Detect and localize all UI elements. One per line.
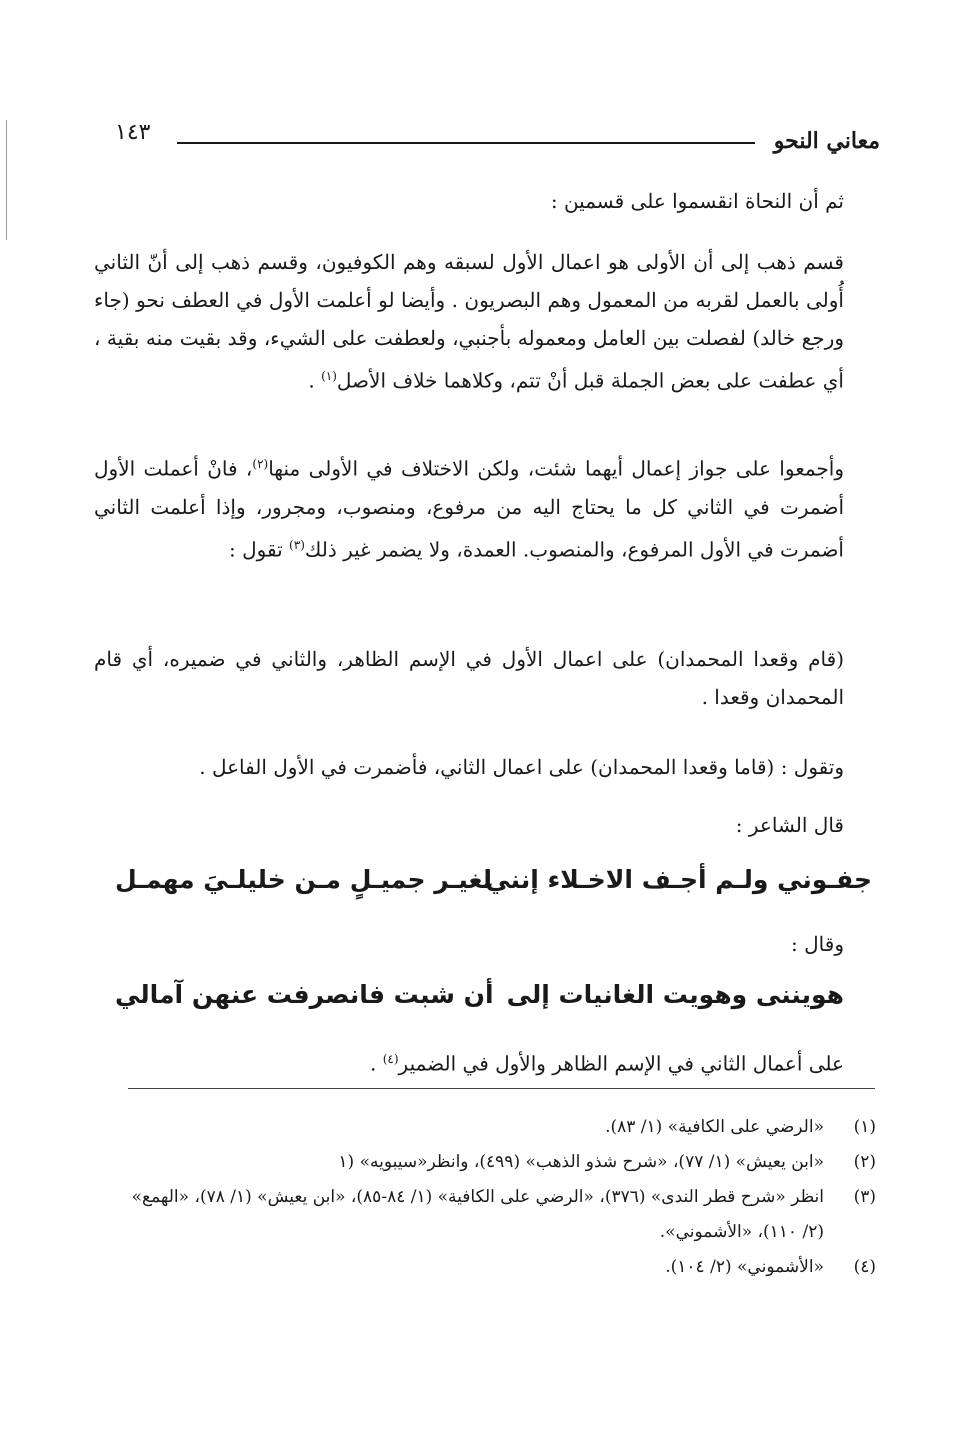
footnote-number: (٤) — [853, 1257, 876, 1277]
footnote-item — [116, 1110, 876, 1145]
footnote-text: «الرضي على الكافية» (١/ ٨٣). — [605, 1117, 824, 1137]
binding-margin-line — [6, 120, 7, 240]
footnote-text: «الأشموني» (٢/ ١٠٤). — [665, 1257, 824, 1277]
footnote-text: «ابن يعيش» (١/ ٧٧)، «شرح شذو الذهب» (٤٩٩)، وانظر«سيبويه» (١ — [338, 1152, 824, 1172]
footnote-ref-1: (١) — [321, 369, 337, 383]
paragraph-7-text: على أعمال الثاني في الإسم الظاهر والأول في الضمير — [398, 1051, 844, 1076]
paragraph-2-text-a: وأجمعوا على جواز إعمال أيهما شئت، ولكن الاختلاف في الأولى منها — [268, 456, 844, 481]
paragraph-2 — [94, 445, 844, 568]
footnote-separator — [128, 1088, 875, 1089]
second-poet-intro: وقال : — [791, 932, 844, 956]
page-number: ١٤٣ — [115, 120, 151, 145]
verse-2-first-hemistich: هويننى وهويت الغانيات إلى — [506, 980, 844, 1009]
footnote-ref-3: (٣) — [289, 537, 305, 552]
footnote-number: (٢) — [853, 1152, 876, 1172]
footnote-item — [116, 1145, 876, 1180]
footnotes — [116, 1110, 876, 1285]
paragraph-1: قسم ذهب إلى أن الأولى هو اعمال الأول لسبقه وهم الكوفيون، وقسم ذهب إلى أنّ الثاني أُولى بالعمل لقربه من المعمول وهم البصريون . وأيضا لو أعلمت الأول في العطف نحو (جاء ورجع خالد) لفصلت بين العامل ومعموله بأجنبي، ولعطفت على الشيء، وقد بقيت منه بقية ، أي عطفت على بعض الجملة قبل أنْ تتم، وكلاهما خلاف الأصل$^{(١)}$ . — [94, 250, 844, 393]
intro-paragraph: ثم أن النحاة انقسموا على قسمين : — [550, 189, 844, 213]
footnote-item — [116, 1250, 876, 1285]
paragraph-2-text-b: ، فانْ أعملت الأول أضمرت في الثاني كل ما يحتاج اليه من مرفوع، ومنصوب، ومجرور، وإذا أعلمت الثاني أضمرت في الأول المرفوع، والمنصوب. العمدة، ولا يضمر غير ذلك — [94, 456, 844, 562]
verse-2-second-hemistich: أن شبت فانصرفت عنهن آمالي — [115, 980, 494, 1009]
header-rule — [177, 142, 755, 144]
poet-intro: قال الشاعر : — [735, 813, 844, 837]
footnote-text: انظر «شرح قطر الندى» (٣٧٦)، «الرضي على الكافية» (١/ ٨٤-٨٥)، «ابن يعيش» (١/ ٧٨)، «الهمع» (٢/ ١١٠)، «الأشموني». — [131, 1187, 824, 1242]
paragraph-2-text-c: تقول : — [229, 537, 290, 562]
verse-1-first-hemistich: جفـوني ولـم أجـف الاخـلاء إنني — [485, 865, 872, 894]
footnote-ref-4: (٤) — [382, 1052, 399, 1066]
verse-1-second-hemistich: لغيـر جميـلٍ مـن خليلـيَ مهمـل — [115, 865, 493, 894]
paragraph-3: (قام وقعدا المحمدان) على اعمال الأول في الإسم الظاهر، والثاني في ضميره، أي قام المحمدان وقعدا . — [94, 647, 845, 709]
footnote-ref-2: (٢) — [252, 457, 269, 471]
paragraph-1-text: قسم ذهب إلى أن الأولى هو اعمال الأول لسبقه وهم الكوفيون، وقسم ذهب إلى أنّ الثاني أُولى بالعمل لقربه من المعمول وهم البصريون . وأيضا لو أعلمت الأول في العطف نحو (جاء ورجع خالد) لفصلت بين العامل ومعموله بأجنبي، ولعطفت على الشيء، وقد بقيت منه بقية ، أي عطفت على بعض الجملة قبل أنْ تتم، وكلاهما خلاف الأصل — [94, 250, 844, 393]
running-title: معاني النحو — [773, 128, 880, 154]
paragraph-4: وتقول : (قاما وقعدا المحمدان) على اعمال الثاني، فأضمرت في الأول الفاعل . — [199, 755, 844, 779]
footnote-item — [116, 1180, 876, 1250]
paragraph-7 — [89, 1040, 844, 1083]
footnote-number: (١) — [853, 1117, 876, 1137]
paragraph-7-end: . — [370, 1051, 383, 1076]
page-header — [115, 118, 880, 162]
footnote-number: (٣) — [853, 1187, 876, 1207]
